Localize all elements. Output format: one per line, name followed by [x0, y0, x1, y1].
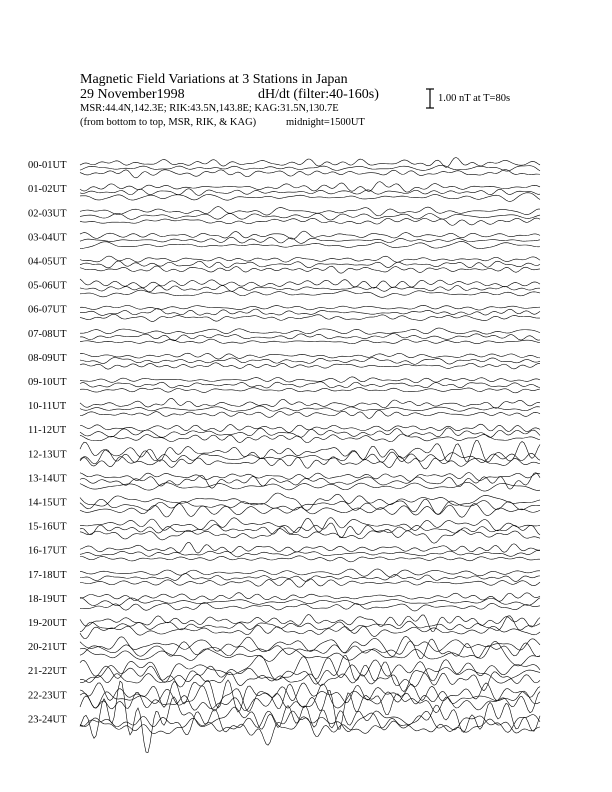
row-label-03-04UT: 03-04UT [28, 232, 67, 244]
row-label-14-15UT: 14-15UT [28, 497, 67, 509]
trace-msr-15-16UT [80, 529, 540, 544]
trace-msr-07-08UT [80, 339, 540, 344]
trace-msr-13-14UT [80, 482, 540, 491]
trace-msr-01-02UT [80, 193, 540, 202]
trace-kag-14-15UT [80, 493, 540, 510]
trace-msr-12-13UT [80, 456, 540, 469]
trace-rik-04-05UT [80, 261, 540, 268]
trace-rik-13-14UT [80, 473, 540, 490]
trace-kag-00-01UT [80, 157, 540, 167]
trace-rik-12-13UT [80, 449, 540, 463]
trace-msr-09-10UT [80, 387, 540, 392]
row-label-12-13UT: 12-13UT [28, 449, 67, 461]
row-label-02-03UT: 02-03UT [28, 208, 67, 220]
trace-rik-01-02UT [80, 189, 540, 196]
trace-rik-09-10UT [80, 382, 540, 388]
trace-msr-11-12UT [80, 434, 540, 443]
scale-bar-label: 1.00 nT at T=80s [438, 93, 511, 104]
trace-rik-18-19UT [80, 597, 540, 605]
trace-rik-06-07UT [80, 308, 540, 315]
trace-rik-00-01UT [80, 165, 540, 171]
trace-rik-11-12UT [80, 428, 540, 438]
scale-bar [426, 89, 434, 108]
row-label-01-02UT: 01-02UT [28, 184, 67, 196]
trace-msr-16-17UT [80, 556, 540, 562]
trace-rik-17-18UT [80, 573, 540, 581]
trace-kag-22-23UT [80, 680, 540, 712]
trace-kag-02-03UT [80, 207, 540, 216]
row-label-17-18UT: 17-18UT [28, 569, 67, 581]
date-label: 29 November1998 [80, 87, 185, 102]
trace-kag-18-19UT [80, 593, 540, 602]
trace-msr-06-07UT [80, 314, 540, 321]
order-label: (from bottom to top, MSR, RIK, & KAG) [80, 117, 257, 128]
trace-kag-04-05UT [80, 256, 540, 262]
row-label-16-17UT: 16-17UT [28, 545, 67, 557]
trace-rik-23-24UT [80, 709, 540, 735]
trace-kag-01-02UT [80, 182, 540, 192]
row-label-07-08UT: 07-08UT [28, 328, 67, 340]
trace-kag-08-09UT [80, 353, 540, 359]
stations-label: MSR:44.4N,142.3E; RIK:43.5N,143.8E; KAG:31.5N,130.7E [80, 103, 339, 114]
trace-kag-15-16UT [80, 518, 540, 533]
trace-kag-09-10UT [80, 377, 540, 383]
trace-msr-00-01UT [80, 170, 540, 178]
row-label-18-19UT: 18-19UT [28, 593, 67, 605]
trace-rik-22-23UT [80, 684, 540, 712]
trace-rik-19-20UT [80, 616, 540, 632]
row-label-00-01UT: 00-01UT [28, 160, 67, 172]
trace-msr-05-06UT [80, 290, 540, 297]
trace-kag-03-04UT [80, 231, 540, 239]
trace-kag-20-21UT [80, 636, 540, 656]
midnight-label: midnight=1500UT [286, 117, 365, 128]
trace-msr-02-03UT [80, 218, 540, 225]
chart-title: Magnetic Field Variations at 3 Stations in Japan [80, 72, 348, 87]
trace-rik-05-06UT [80, 285, 540, 291]
row-label-15-16UT: 15-16UT [28, 521, 67, 533]
trace-rik-07-08UT [80, 334, 540, 341]
trace-kag-21-22UT [80, 655, 540, 682]
row-label-05-06UT: 05-06UT [28, 280, 67, 292]
trace-rik-03-04UT [80, 237, 540, 243]
row-label-08-09UT: 08-09UT [28, 352, 67, 364]
row-label-11-12UT: 11-12UT [28, 425, 67, 437]
trace-msr-03-04UT [80, 241, 540, 248]
trace-kag-11-12UT [80, 424, 540, 432]
trace-kag-05-06UT [80, 279, 540, 288]
row-label-10-11UT: 10-11UT [28, 401, 67, 413]
row-label-19-20UT: 19-20UT [28, 617, 67, 629]
trace-msr-14-15UT [80, 504, 540, 518]
trace-kag-17-18UT [80, 569, 540, 577]
trace-kag-07-08UT [80, 328, 540, 334]
trace-msr-17-18UT [80, 579, 540, 588]
trace-kag-06-07UT [80, 305, 540, 310]
row-label-13-14UT: 13-14UT [28, 473, 67, 485]
trace-kag-10-11UT [80, 398, 540, 408]
row-label-21-22UT: 21-22UT [28, 666, 67, 678]
trace-kag-16-17UT [80, 542, 540, 553]
row-label-20-21UT: 20-21UT [28, 642, 67, 654]
trace-kag-12-13UT [80, 440, 540, 462]
trace-msr-10-11UT [80, 410, 540, 418]
trace-msr-04-05UT [80, 266, 540, 273]
row-label-04-05UT: 04-05UT [28, 256, 67, 268]
filter-label: dH/dt (filter:40-160s) [258, 87, 379, 102]
trace-rik-21-22UT [80, 655, 540, 687]
row-label-09-10UT: 09-10UT [28, 376, 67, 388]
row-label-23-24UT: 23-24UT [28, 714, 67, 726]
row-label-06-07UT: 06-07UT [28, 304, 67, 316]
row-label-22-23UT: 22-23UT [28, 690, 67, 702]
trace-msr-21-22UT [80, 670, 540, 691]
trace-msr-08-09UT [80, 363, 540, 369]
